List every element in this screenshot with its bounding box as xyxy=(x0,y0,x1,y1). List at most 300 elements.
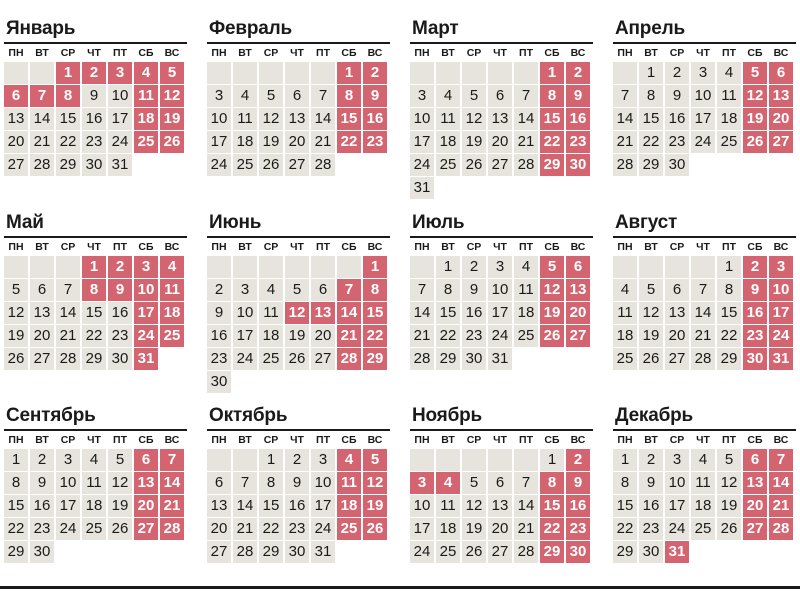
empty-day-cell xyxy=(311,62,335,84)
empty-day-cell xyxy=(436,62,460,84)
weekday-label: СР xyxy=(669,47,685,59)
weekday-label: ПТ xyxy=(113,434,127,446)
empty-day-cell xyxy=(311,256,335,278)
workday-cell: 24 xyxy=(108,131,132,153)
workday-cell: 1 xyxy=(259,449,283,471)
month-title: Июнь xyxy=(209,212,262,233)
weekday-label: ВС xyxy=(773,47,789,59)
weekday-header xyxy=(207,431,390,449)
workday-cell: 8 xyxy=(613,472,637,494)
holiday-cell: 13 xyxy=(134,472,158,494)
holiday-cell: 25 xyxy=(134,131,158,153)
workday-cell: 26 xyxy=(285,348,309,370)
holiday-cell: 22 xyxy=(363,325,387,347)
workday-cell: 6 xyxy=(488,472,512,494)
holiday-cell: 9 xyxy=(363,85,387,107)
week-row xyxy=(410,108,593,130)
weekday-label: ЧТ xyxy=(87,241,101,253)
empty-day-cell xyxy=(337,256,361,278)
workday-cell: 30 xyxy=(285,541,309,563)
week-row xyxy=(4,348,187,370)
week-row xyxy=(613,85,796,107)
week-row xyxy=(207,279,390,301)
workday-cell: 12 xyxy=(462,108,486,130)
workday-cell: 15 xyxy=(56,108,80,130)
week-row xyxy=(410,62,593,84)
workday-cell: 18 xyxy=(436,131,460,153)
holiday-cell: 9 xyxy=(566,85,590,107)
workday-cell: 1 xyxy=(639,62,663,84)
workday-cell: 25 xyxy=(436,154,460,176)
holiday-cell: 4 xyxy=(160,256,184,278)
workday-cell: 25 xyxy=(436,541,460,563)
workday-cell: 24 xyxy=(691,131,715,153)
workday-cell: 12 xyxy=(462,495,486,517)
holiday-cell: 29 xyxy=(540,541,564,563)
week-row xyxy=(613,518,796,540)
month-title: Ноябрь xyxy=(412,405,482,426)
month-block xyxy=(207,18,390,177)
workday-cell: 18 xyxy=(82,495,106,517)
empty-day-cell xyxy=(134,154,158,176)
holiday-cell: 18 xyxy=(337,495,361,517)
empty-day-cell xyxy=(233,62,257,84)
workday-cell: 16 xyxy=(207,325,231,347)
week-row xyxy=(207,302,390,324)
holiday-cell: 2 xyxy=(566,62,590,84)
holiday-cell: 13 xyxy=(743,472,767,494)
week-row xyxy=(4,85,187,107)
workday-cell: 28 xyxy=(613,154,637,176)
workday-cell: 20 xyxy=(207,518,231,540)
workday-cell: 25 xyxy=(514,325,538,347)
workday-cell: 5 xyxy=(639,279,663,301)
workday-cell: 2 xyxy=(462,256,486,278)
weekday-label: ВС xyxy=(367,241,383,253)
workday-cell: 24 xyxy=(56,518,80,540)
weekday-label: СБ xyxy=(747,434,763,446)
workday-cell: 30 xyxy=(207,371,231,393)
workday-cell: 30 xyxy=(462,348,486,370)
workday-cell: 14 xyxy=(514,108,538,130)
workday-cell: 4 xyxy=(82,449,106,471)
week-row xyxy=(4,62,187,84)
workday-cell: 2 xyxy=(639,449,663,471)
holiday-cell: 4 xyxy=(337,449,361,471)
workday-cell: 17 xyxy=(56,495,80,517)
holiday-cell: 12 xyxy=(160,85,184,107)
week-row xyxy=(4,302,187,324)
workday-cell: 29 xyxy=(717,348,741,370)
workday-cell: 10 xyxy=(311,472,335,494)
holiday-cell: 1 xyxy=(363,256,387,278)
workday-cell: 27 xyxy=(488,541,512,563)
workday-cell: 21 xyxy=(691,325,715,347)
holiday-cell: 4 xyxy=(134,62,158,84)
weekday-header xyxy=(410,238,593,256)
weekday-label: ВТ xyxy=(238,241,252,253)
holiday-cell: 18 xyxy=(134,108,158,130)
holiday-cell: 1 xyxy=(337,62,361,84)
workday-cell: 3 xyxy=(691,62,715,84)
workday-cell: 16 xyxy=(30,495,54,517)
workday-cell: 19 xyxy=(285,325,309,347)
weekday-header xyxy=(410,431,593,449)
workday-cell: 7 xyxy=(613,85,637,107)
workday-cell: 30 xyxy=(665,154,689,176)
workday-cell: 17 xyxy=(665,495,689,517)
holiday-cell: 8 xyxy=(363,279,387,301)
empty-day-cell xyxy=(82,541,106,563)
empty-day-cell xyxy=(514,177,538,199)
month-title: Март xyxy=(412,18,459,39)
week-row xyxy=(207,371,390,393)
workday-cell: 15 xyxy=(717,302,741,324)
week-row xyxy=(207,472,390,494)
week-row xyxy=(410,177,593,199)
workday-cell: 9 xyxy=(30,472,54,494)
empty-day-cell xyxy=(160,541,184,563)
workday-cell: 12 xyxy=(259,108,283,130)
workday-cell: 9 xyxy=(82,85,106,107)
weekday-label: ПН xyxy=(414,47,430,59)
workday-cell: 15 xyxy=(436,302,460,324)
weekday-label: ПТ xyxy=(316,47,330,59)
weekday-header xyxy=(613,238,796,256)
week-row xyxy=(4,108,187,130)
workday-cell: 8 xyxy=(717,279,741,301)
workday-cell: 21 xyxy=(514,131,538,153)
workday-cell: 25 xyxy=(717,131,741,153)
workday-cell: 24 xyxy=(665,518,689,540)
week-row xyxy=(613,108,796,130)
workday-cell: 14 xyxy=(613,108,637,130)
weekday-label: ПН xyxy=(617,241,633,253)
holiday-cell: 21 xyxy=(160,495,184,517)
week-row xyxy=(207,541,390,563)
workday-cell: 11 xyxy=(717,85,741,107)
workday-cell: 15 xyxy=(82,302,106,324)
empty-day-cell xyxy=(488,449,512,471)
workday-cell: 15 xyxy=(259,495,283,517)
holiday-cell: 15 xyxy=(363,302,387,324)
workday-cell: 6 xyxy=(30,279,54,301)
workday-cell: 29 xyxy=(82,348,106,370)
workday-cell: 5 xyxy=(462,85,486,107)
workday-cell: 23 xyxy=(82,131,106,153)
workday-cell: 6 xyxy=(207,472,231,494)
week-row xyxy=(207,154,390,176)
weekday-label: СБ xyxy=(341,47,357,59)
weekday-label: СР xyxy=(669,434,685,446)
workday-cell: 26 xyxy=(462,541,486,563)
workday-cell: 8 xyxy=(436,279,460,301)
weekday-label: ВТ xyxy=(644,434,658,446)
empty-day-cell xyxy=(540,177,564,199)
month-block xyxy=(4,405,187,564)
holiday-cell: 31 xyxy=(769,348,793,370)
holiday-cell: 15 xyxy=(540,495,564,517)
workday-cell: 17 xyxy=(108,108,132,130)
empty-day-cell xyxy=(363,371,387,393)
empty-day-cell xyxy=(363,154,387,176)
empty-day-cell xyxy=(717,154,741,176)
empty-day-cell xyxy=(514,449,538,471)
workday-cell: 29 xyxy=(259,541,283,563)
holiday-cell: 19 xyxy=(540,302,564,324)
workday-cell: 16 xyxy=(462,302,486,324)
workday-cell: 17 xyxy=(691,108,715,130)
weekday-label: ПТ xyxy=(519,47,533,59)
week-row xyxy=(4,279,187,301)
empty-day-cell xyxy=(743,541,767,563)
workday-cell: 21 xyxy=(514,518,538,540)
workday-cell: 6 xyxy=(665,279,689,301)
holiday-cell: 28 xyxy=(769,518,793,540)
workday-cell: 9 xyxy=(462,279,486,301)
weekday-label: СР xyxy=(263,47,279,59)
empty-day-cell xyxy=(259,256,283,278)
empty-day-cell xyxy=(410,256,434,278)
empty-day-cell xyxy=(285,256,309,278)
workday-cell: 4 xyxy=(436,85,460,107)
workday-cell: 20 xyxy=(4,131,28,153)
empty-day-cell xyxy=(160,348,184,370)
week-row xyxy=(4,256,187,278)
holiday-cell: 28 xyxy=(337,348,361,370)
week-row xyxy=(207,449,390,471)
holiday-cell: 3 xyxy=(108,62,132,84)
holiday-cell: 4 xyxy=(436,472,460,494)
week-row xyxy=(4,449,187,471)
weekday-label: ПН xyxy=(211,241,227,253)
week-row xyxy=(410,449,593,471)
workday-cell: 30 xyxy=(30,541,54,563)
workday-cell: 13 xyxy=(488,108,512,130)
workday-cell: 28 xyxy=(514,154,538,176)
workday-cell: 28 xyxy=(311,154,335,176)
holiday-cell: 12 xyxy=(363,472,387,494)
workday-cell: 21 xyxy=(30,131,54,153)
workday-cell: 25 xyxy=(259,348,283,370)
workday-cell: 24 xyxy=(410,154,434,176)
workday-cell: 23 xyxy=(108,325,132,347)
weekday-label: ВС xyxy=(164,241,180,253)
holiday-cell: 3 xyxy=(134,256,158,278)
weekday-label: СБ xyxy=(544,434,560,446)
week-row xyxy=(613,449,796,471)
holiday-cell: 16 xyxy=(566,108,590,130)
holiday-cell: 8 xyxy=(82,279,106,301)
weekday-label: СР xyxy=(669,241,685,253)
workday-cell: 23 xyxy=(462,325,486,347)
weekday-label: ПН xyxy=(211,434,227,446)
weekday-label: ВС xyxy=(367,47,383,59)
empty-day-cell xyxy=(639,256,663,278)
holiday-cell: 20 xyxy=(769,108,793,130)
workday-cell: 17 xyxy=(207,131,231,153)
holiday-cell: 6 xyxy=(134,449,158,471)
workday-cell: 10 xyxy=(410,495,434,517)
holiday-cell: 23 xyxy=(743,325,767,347)
month-block xyxy=(410,212,593,371)
empty-day-cell xyxy=(4,256,28,278)
month-block xyxy=(410,18,593,200)
workday-cell: 19 xyxy=(639,325,663,347)
workday-cell: 10 xyxy=(665,472,689,494)
holiday-cell: 23 xyxy=(566,131,590,153)
holiday-cell: 12 xyxy=(285,302,309,324)
month-title: Декабрь xyxy=(615,405,694,426)
holiday-cell: 2 xyxy=(82,62,106,84)
workday-cell: 28 xyxy=(30,154,54,176)
workday-cell: 10 xyxy=(691,85,715,107)
weekday-label: ПТ xyxy=(722,434,736,446)
week-row xyxy=(410,256,593,278)
empty-day-cell xyxy=(311,371,335,393)
holiday-cell: 18 xyxy=(160,302,184,324)
weekday-label: ВТ xyxy=(441,434,455,446)
workday-cell: 3 xyxy=(488,256,512,278)
empty-day-cell xyxy=(285,371,309,393)
empty-day-cell xyxy=(337,371,361,393)
holiday-cell: 30 xyxy=(566,541,590,563)
weekday-label: ВС xyxy=(570,241,586,253)
workday-cell: 27 xyxy=(207,541,231,563)
workday-cell: 1 xyxy=(540,449,564,471)
weekday-label: ПТ xyxy=(519,434,533,446)
workday-cell: 3 xyxy=(56,449,80,471)
workday-cell: 10 xyxy=(488,279,512,301)
week-row xyxy=(613,472,796,494)
empty-day-cell xyxy=(410,62,434,84)
weekday-label: ЧТ xyxy=(493,434,507,446)
workday-cell: 20 xyxy=(311,325,335,347)
workday-cell: 1 xyxy=(436,256,460,278)
holiday-cell: 24 xyxy=(769,325,793,347)
holiday-cell: 25 xyxy=(337,518,361,540)
workday-cell: 27 xyxy=(311,348,335,370)
week-row xyxy=(4,541,187,563)
empty-day-cell xyxy=(462,449,486,471)
workday-cell: 13 xyxy=(4,108,28,130)
workday-cell: 25 xyxy=(691,518,715,540)
weekday-label: ПН xyxy=(414,241,430,253)
workday-cell: 7 xyxy=(56,279,80,301)
empty-day-cell xyxy=(566,348,590,370)
workday-cell: 22 xyxy=(259,518,283,540)
holiday-cell: 2 xyxy=(108,256,132,278)
workday-cell: 11 xyxy=(259,302,283,324)
week-row xyxy=(4,131,187,153)
holiday-cell: 24 xyxy=(134,325,158,347)
weekday-header xyxy=(207,238,390,256)
empty-day-cell xyxy=(514,348,538,370)
workday-cell: 31 xyxy=(488,348,512,370)
holiday-cell: 15 xyxy=(337,108,361,130)
weekday-label: СР xyxy=(263,434,279,446)
weekday-label: ВС xyxy=(367,434,383,446)
workday-cell: 30 xyxy=(108,348,132,370)
weekday-label: ВТ xyxy=(35,241,49,253)
weekday-header xyxy=(4,431,187,449)
workday-cell: 10 xyxy=(233,302,257,324)
workday-cell: 24 xyxy=(488,325,512,347)
workday-cell: 9 xyxy=(285,472,309,494)
empty-day-cell xyxy=(233,371,257,393)
workday-cell: 4 xyxy=(233,85,257,107)
workday-cell: 13 xyxy=(207,495,231,517)
week-row xyxy=(613,256,796,278)
workday-cell: 18 xyxy=(717,108,741,130)
workday-cell: 29 xyxy=(436,348,460,370)
week-row xyxy=(410,279,593,301)
weekday-label: ПН xyxy=(8,241,24,253)
workday-cell: 29 xyxy=(639,154,663,176)
workday-cell: 22 xyxy=(82,325,106,347)
weekday-label: ВТ xyxy=(644,47,658,59)
holiday-cell: 16 xyxy=(743,302,767,324)
workday-cell: 26 xyxy=(639,348,663,370)
empty-day-cell xyxy=(613,62,637,84)
empty-day-cell xyxy=(717,541,741,563)
workday-cell: 6 xyxy=(311,279,335,301)
weekday-label: ЧТ xyxy=(87,434,101,446)
month-title: Май xyxy=(6,212,44,233)
weekday-label: СБ xyxy=(544,47,560,59)
week-row xyxy=(410,348,593,370)
empty-day-cell xyxy=(56,256,80,278)
workday-cell: 29 xyxy=(4,541,28,563)
weekday-header xyxy=(207,44,390,62)
workday-cell: 24 xyxy=(233,348,257,370)
workday-cell: 18 xyxy=(691,495,715,517)
week-row xyxy=(207,131,390,153)
empty-day-cell xyxy=(691,541,715,563)
weekday-label: СР xyxy=(60,241,76,253)
workday-cell: 4 xyxy=(691,449,715,471)
workday-cell: 9 xyxy=(207,302,231,324)
holiday-cell: 20 xyxy=(743,495,767,517)
empty-day-cell xyxy=(462,177,486,199)
weekday-label: ЧТ xyxy=(87,47,101,59)
weekday-label: СР xyxy=(466,47,482,59)
holiday-cell: 31 xyxy=(134,348,158,370)
weekday-label: СР xyxy=(60,47,76,59)
week-row xyxy=(4,154,187,176)
weekday-label: ЧТ xyxy=(493,241,507,253)
workday-cell: 19 xyxy=(462,131,486,153)
workday-cell: 11 xyxy=(436,108,460,130)
workday-cell: 17 xyxy=(233,325,257,347)
holiday-cell: 11 xyxy=(160,279,184,301)
holiday-cell: 13 xyxy=(769,85,793,107)
holiday-cell: 7 xyxy=(769,449,793,471)
holiday-cell: 8 xyxy=(56,85,80,107)
workday-cell: 24 xyxy=(207,154,231,176)
workday-cell: 4 xyxy=(514,256,538,278)
weekday-label: ЧТ xyxy=(290,434,304,446)
weekday-label: ПН xyxy=(414,434,430,446)
workday-cell: 24 xyxy=(410,541,434,563)
holiday-cell: 25 xyxy=(160,325,184,347)
workday-cell: 8 xyxy=(4,472,28,494)
workday-cell: 12 xyxy=(108,472,132,494)
workday-cell: 11 xyxy=(613,302,637,324)
holiday-cell: 16 xyxy=(363,108,387,130)
workday-cell: 9 xyxy=(665,85,689,107)
month-block xyxy=(613,405,796,564)
